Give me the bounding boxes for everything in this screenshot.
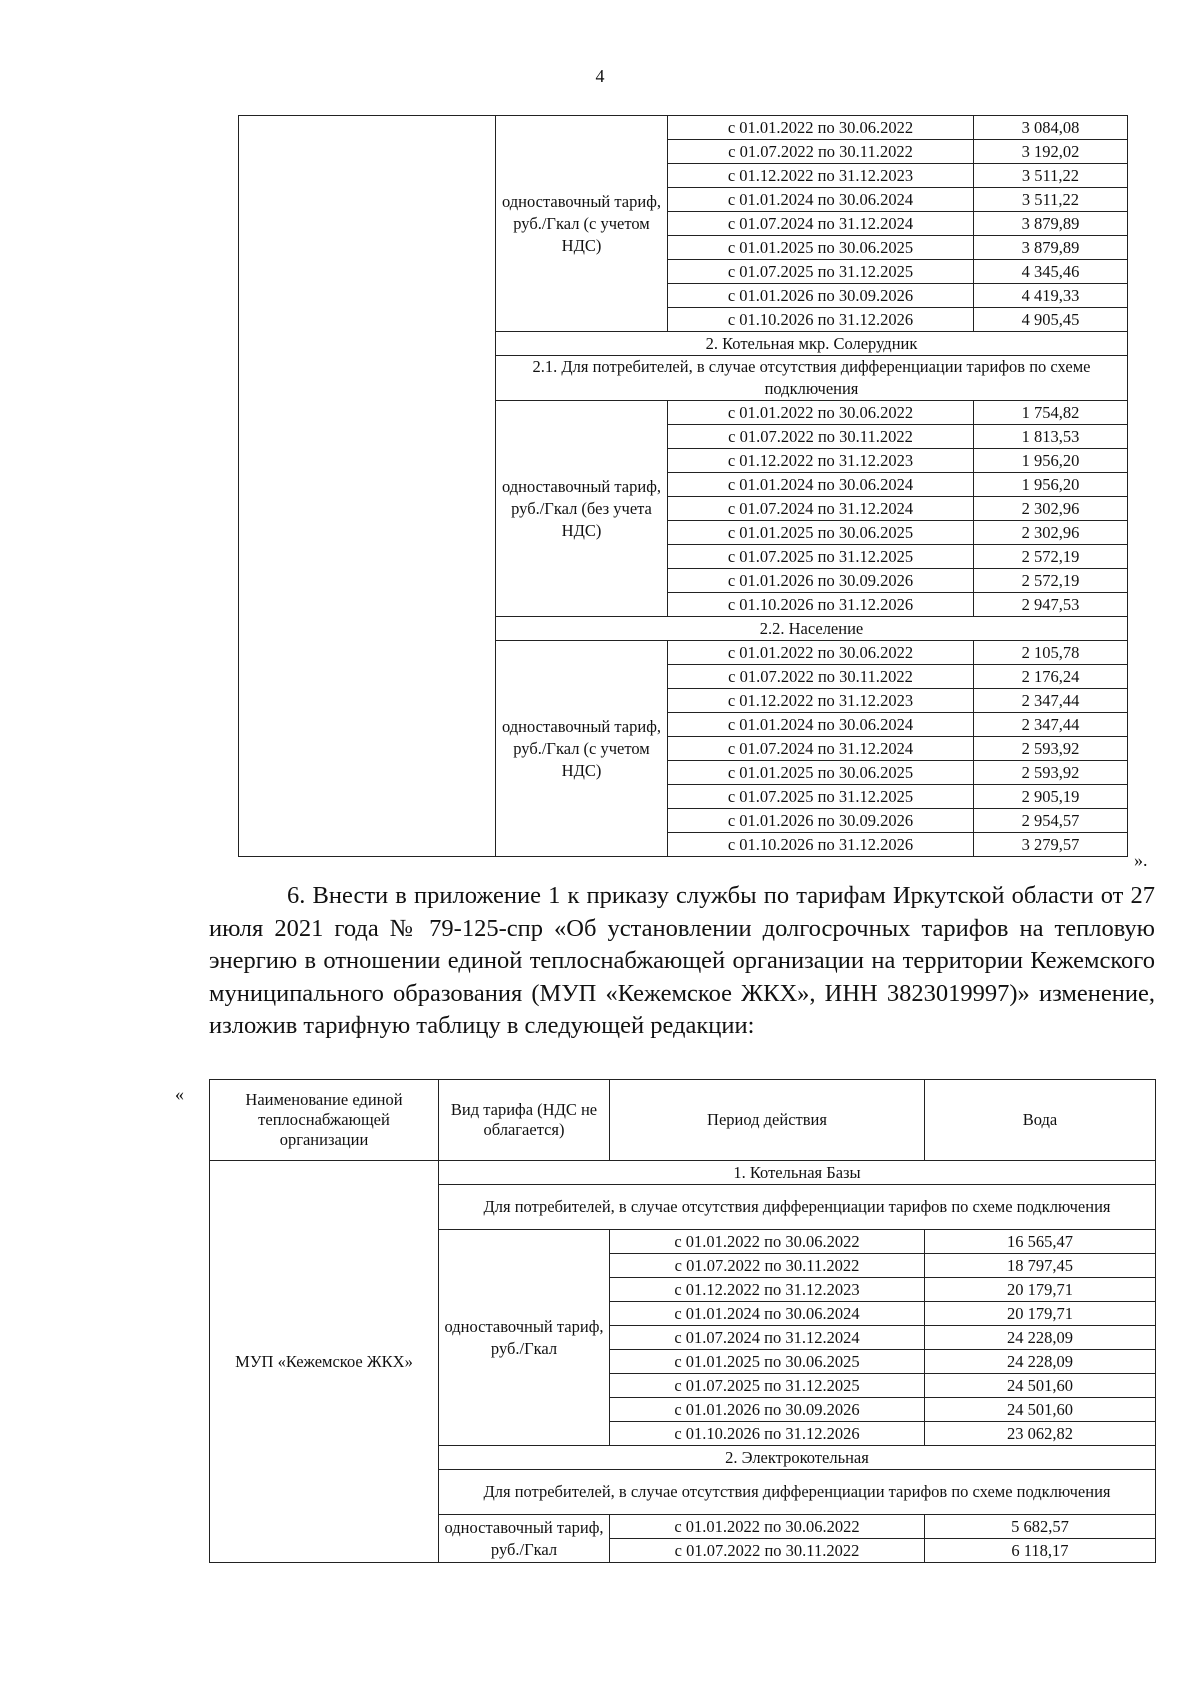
period-cell: с 01.07.2024 по 31.12.2024: [668, 212, 974, 236]
value-cell: 24 228,09: [925, 1326, 1156, 1350]
value-cell: 4 905,45: [974, 308, 1128, 332]
period-cell: с 01.07.2022 по 30.11.2022: [668, 140, 974, 164]
value-cell: 1 813,53: [974, 425, 1128, 449]
value-cell: 2 593,92: [974, 737, 1128, 761]
period-cell: с 01.01.2025 по 30.06.2025: [610, 1350, 925, 1374]
value-cell: 2 572,19: [974, 569, 1128, 593]
header-water: Вода: [925, 1080, 1156, 1161]
value-cell: 5 682,57: [925, 1515, 1156, 1539]
value-cell: 3 879,89: [974, 212, 1128, 236]
section-title: 2.2. Население: [496, 617, 1128, 641]
period-cell: с 01.01.2024 по 30.06.2024: [668, 713, 974, 737]
period-cell: с 01.10.2026 по 31.12.2026: [668, 833, 974, 857]
period-cell: с 01.07.2025 по 31.12.2025: [668, 545, 974, 569]
period-cell: с 01.01.2026 по 30.09.2026: [668, 284, 974, 308]
value-cell: 6 118,17: [925, 1539, 1156, 1563]
value-cell: 3 279,57: [974, 833, 1128, 857]
period-cell: с 01.12.2022 по 31.12.2023: [668, 164, 974, 188]
section-title: 2. Котельная мкр. Солерудник: [496, 332, 1128, 356]
value-cell: 3 511,22: [974, 188, 1128, 212]
value-cell: 1 956,20: [974, 449, 1128, 473]
period-cell: с 01.07.2022 по 30.11.2022: [668, 665, 974, 689]
period-cell: с 01.12.2022 по 31.12.2023: [668, 689, 974, 713]
value-cell: 2 954,57: [974, 809, 1128, 833]
period-cell: с 01.07.2025 по 31.12.2025: [610, 1374, 925, 1398]
value-cell: 1 754,82: [974, 401, 1128, 425]
period-cell: с 01.01.2025 по 30.06.2025: [668, 236, 974, 260]
value-cell: 2 347,44: [974, 713, 1128, 737]
tariff-table-continuation: [238, 115, 1128, 857]
section-title: 2. Электрокотельная: [439, 1446, 1156, 1470]
value-cell: 24 228,09: [925, 1350, 1156, 1374]
period-cell: с 01.01.2022 по 30.06.2022: [668, 116, 974, 140]
period-cell: с 01.07.2022 по 30.11.2022: [610, 1254, 925, 1278]
period-cell: с 01.07.2024 по 31.12.2024: [610, 1326, 925, 1350]
period-cell: с 01.01.2022 по 30.06.2022: [610, 1230, 925, 1254]
tariff-table-water: [209, 1079, 1156, 1563]
period-cell: с 01.07.2025 по 31.12.2025: [668, 260, 974, 284]
value-cell: 20 179,71: [925, 1302, 1156, 1326]
tariff-type-cell: одноставочный тариф, руб./Гкал (без учета НДС): [496, 401, 668, 617]
period-cell: с 01.07.2024 по 31.12.2024: [668, 497, 974, 521]
value-cell: 1 956,20: [974, 473, 1128, 497]
section-title: 1. Котельная Базы: [439, 1161, 1156, 1185]
value-cell: 4 419,33: [974, 284, 1128, 308]
tariff-type-cell: одноставочный тариф, руб./Гкал (с учетом НДС): [496, 116, 668, 332]
period-cell: с 01.10.2026 по 31.12.2026: [668, 593, 974, 617]
value-cell: 2 176,24: [974, 665, 1128, 689]
value-cell: 24 501,60: [925, 1398, 1156, 1422]
period-cell: с 01.01.2024 по 30.06.2024: [668, 188, 974, 212]
period-cell: с 01.01.2026 по 30.09.2026: [668, 569, 974, 593]
value-cell: 2 347,44: [974, 689, 1128, 713]
section-subtitle: Для потребителей, в случае отсутствия дифференциации тарифов по схеме подключения: [439, 1470, 1156, 1515]
period-cell: с 01.01.2025 по 30.06.2025: [668, 521, 974, 545]
opening-quote: «: [175, 1084, 184, 1104]
period-cell: с 01.07.2022 по 30.11.2022: [668, 425, 974, 449]
period-cell: с 01.07.2022 по 30.11.2022: [610, 1539, 925, 1563]
period-cell: с 01.01.2026 по 30.09.2026: [610, 1398, 925, 1422]
period-cell: с 01.07.2025 по 31.12.2025: [668, 785, 974, 809]
value-cell: 2 593,92: [974, 761, 1128, 785]
value-cell: 3 192,02: [974, 140, 1128, 164]
amendment-paragraph: [209, 880, 1155, 1043]
value-cell: 2 905,19: [974, 785, 1128, 809]
period-cell: с 01.01.2025 по 30.06.2025: [668, 761, 974, 785]
value-cell: 23 062,82: [925, 1422, 1156, 1446]
value-cell: 2 105,78: [974, 641, 1128, 665]
period-cell: с 01.01.2024 по 30.06.2024: [610, 1302, 925, 1326]
org-name-cell: МУП «Кежемское ЖКХ»: [210, 1161, 439, 1563]
period-cell: с 01.01.2022 по 30.06.2022: [668, 641, 974, 665]
header-tariff: Вид тарифа (НДС не облагается): [439, 1080, 610, 1161]
value-cell: 2 572,19: [974, 545, 1128, 569]
tariff-type-cell: одноставочный тариф, руб./Гкал: [439, 1230, 610, 1446]
header-period: Период действия: [610, 1080, 925, 1161]
value-cell: 3 879,89: [974, 236, 1128, 260]
period-cell: с 01.12.2022 по 31.12.2023: [610, 1278, 925, 1302]
value-cell: 18 797,45: [925, 1254, 1156, 1278]
value-cell: 3 084,08: [974, 116, 1128, 140]
period-cell: с 01.01.2022 по 30.06.2022: [610, 1515, 925, 1539]
period-cell: с 01.01.2022 по 30.06.2022: [668, 401, 974, 425]
period-cell: с 01.01.2024 по 30.06.2024: [668, 473, 974, 497]
period-cell: с 01.01.2026 по 30.09.2026: [668, 809, 974, 833]
value-cell: 4 345,46: [974, 260, 1128, 284]
period-cell: с 01.10.2026 по 31.12.2026: [610, 1422, 925, 1446]
org-name-cell-empty: [239, 116, 496, 857]
closing-quote: ».: [1134, 850, 1148, 870]
period-cell: с 01.10.2026 по 31.12.2026: [668, 308, 974, 332]
tariff-type-cell: одноставочный тариф, руб./Гкал (с учетом НДС): [496, 641, 668, 857]
period-cell: с 01.12.2022 по 31.12.2023: [668, 449, 974, 473]
section-subtitle: Для потребителей, в случае отсутствия дифференциации тарифов по схеме подключения: [439, 1185, 1156, 1230]
value-cell: 3 511,22: [974, 164, 1128, 188]
section-subtitle: 2.1. Для потребителей, в случае отсутствия дифференциации тарифов по схеме подключения: [496, 356, 1128, 401]
period-cell: с 01.07.2024 по 31.12.2024: [668, 737, 974, 761]
value-cell: 16 565,47: [925, 1230, 1156, 1254]
header-org: Наименование единой теплоснабжающей организации: [210, 1080, 439, 1161]
value-cell: 2 947,53: [974, 593, 1128, 617]
tariff-type-cell: одноставочный тариф, руб./Гкал: [439, 1515, 610, 1563]
value-cell: 24 501,60: [925, 1374, 1156, 1398]
paragraph-text: 6. Внести в приложение 1 к приказу службы по тарифам Иркутской области от 27 июля 2021 года № 79-125-спр «Об установлении долгосрочных тарифов на тепловую энергию в отношении единой теплоснабжающей организации на территории Кежемского муниципального образования (МУП «Кежемское ЖКХ», ИНН 3823019997)» изменение, изложив тарифную таблицу в следующей редакции:: [209, 882, 1155, 1039]
page-number: 4: [595, 66, 605, 86]
value-cell: 20 179,71: [925, 1278, 1156, 1302]
value-cell: 2 302,96: [974, 497, 1128, 521]
value-cell: 2 302,96: [974, 521, 1128, 545]
